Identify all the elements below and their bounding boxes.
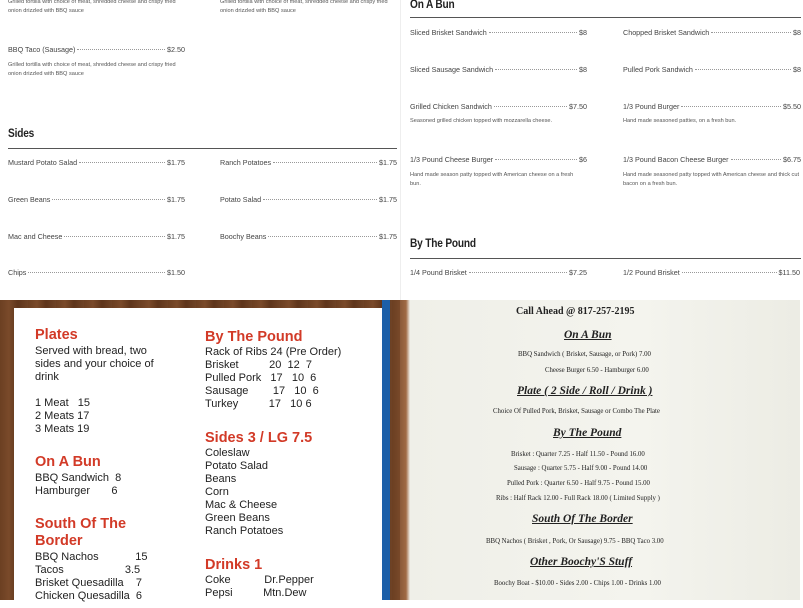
- paper-title-plate: Plate ( 2 Side / Roll / Drink ): [517, 385, 653, 397]
- card-line: Brisket Quesadilla 7: [35, 577, 142, 589]
- menu-item: 1/3 Pound Bacon Cheese Burger $6.75: [623, 155, 801, 164]
- paper-title-south-of-border: South Of The Border: [532, 513, 633, 525]
- card-line: 2 Meats 17: [35, 410, 90, 422]
- card-title-south-of-border: South Of The: [35, 516, 127, 532]
- card-line: Served with bread, two: [35, 345, 147, 357]
- card-line: BBQ Sandwich 8: [35, 472, 122, 484]
- card-line: Rack of Ribs 24 (Pre Order): [205, 346, 342, 358]
- card-line: Potato Salad: [205, 460, 268, 472]
- paper-title-on-a-bun: On A Bun: [564, 329, 612, 341]
- web-menu-sides-panel: [0, 0, 400, 300]
- paper-line: BBQ Sandwich ( Brisket, Sausage, or Pork) 7.00: [518, 351, 651, 358]
- item-description: Hand made seasoned patty topped with American cheese and thick cut bacon on a fresh bun.: [623, 172, 800, 187]
- paper-line: Cheese Burger 6.50 - Hamburger 6.00: [545, 367, 649, 374]
- item-description: Seasoned grilled chicken topped with mozzarella cheese.: [410, 118, 553, 124]
- menu-item: Mustard Potato Salad $1.75: [8, 158, 185, 167]
- card-title-by-the-pound: By The Pound: [205, 329, 303, 345]
- item-description: Grilled tortilla with choice of meat, shredded cheese and crispy fried onion drizzled with BBQ sauce: [220, 0, 388, 14]
- card-line: Pepsi Mtn.Dew: [205, 587, 307, 599]
- paper-title-other-stuff: Other Boochy'S Stuff: [530, 556, 633, 568]
- card-line: Ranch Potatoes: [205, 525, 284, 537]
- section-title-sides: Sides: [8, 128, 35, 140]
- paper-line: Choice Of Pulled Pork, Brisket, Sausage or Combo The Plate: [493, 408, 660, 415]
- card-line: Tacos 3.5: [35, 564, 141, 576]
- card-line: Chicken Quesadilla 6: [35, 590, 143, 602]
- paper-line: Ribs : Half Rack 12.00 - Full Rack 18.00 ( Limited Supply ): [496, 495, 660, 502]
- menu-item: Potato Salad $1.75: [220, 195, 397, 204]
- call-ahead-phone: Call Ahead @ 817-257-2195: [516, 306, 635, 317]
- paper-title-by-the-pound: By The Pound: [553, 427, 622, 439]
- item-description: Grilled tortilla with choice of meat, shredded cheese and crispy fried onion drizzled with BBQ sauce: [8, 0, 176, 14]
- card-line: Mac & Cheese: [205, 499, 278, 511]
- card-line: Brisket 20 12 7: [205, 359, 312, 371]
- card-line: Pulled Pork 17 10 6: [205, 372, 317, 384]
- card-line: Sausage 17 10 6: [205, 385, 319, 397]
- card-title-plates: Plates: [35, 327, 78, 343]
- item-description: Hand made seasoned patties, on a fresh bun.: [623, 118, 737, 124]
- card-line: Hamburger 6: [35, 485, 118, 497]
- card-line: Beans: [205, 473, 237, 485]
- printed-menu-card-photo: [0, 300, 400, 600]
- section-divider: [410, 258, 801, 259]
- paper-line: Pulled Pork : Quarter 6.50 - Half 9.75 - Pound 15.00: [507, 480, 650, 487]
- card-line: BBQ Nachos 15: [35, 551, 148, 563]
- card-line: Turkey 17 10 6: [205, 398, 312, 410]
- menu-item: 1/2 Pound Brisket $11.50: [623, 268, 800, 277]
- card-line: 1 Meat 15: [35, 397, 91, 409]
- menu-item: Green Beans $1.75: [8, 195, 185, 204]
- paper-line: Boochy Boat - $10.00 - Sides 2.00 - Chips 1.00 - Drinks 1.00: [494, 580, 661, 587]
- menu-item: Grilled Chicken Sandwich $7.50: [410, 102, 587, 111]
- menu-item: 1/4 Pound Brisket $7.25: [410, 268, 587, 277]
- menu-item: 1/3 Pound Burger $5.50: [623, 102, 801, 111]
- paper-line: Brisket : Quarter 7.25 - Half 11.50 - Pound 16.00: [511, 451, 645, 458]
- section-title-by-the-pound: By The Pound: [410, 238, 476, 250]
- card-title-on-a-bun: On A Bun: [35, 454, 101, 470]
- paper-line: Sausage : Quarter 5.75 - Half 9.00 - Pound 14.00: [514, 465, 648, 472]
- card-line: Green Beans: [205, 512, 270, 524]
- menu-item: Pulled Pork Sandwich $8: [623, 65, 801, 74]
- section-divider: [410, 17, 801, 18]
- card-title-sides: Sides 3 / LG 7.5: [205, 430, 313, 446]
- menu-item: Mac and Cheese $1.75: [8, 232, 185, 241]
- card-line: Corn: [205, 486, 229, 498]
- menu-item: Sliced Brisket Sandwich $8: [410, 28, 587, 37]
- menu-item: Chips $1.50: [8, 268, 185, 277]
- card-blue-edge: [382, 300, 390, 600]
- card-line: drink: [35, 371, 59, 383]
- card-line: Coleslaw: [205, 447, 250, 459]
- card-title-drinks: Drinks 1: [205, 557, 263, 573]
- card-line: sides and your choice of: [35, 358, 154, 370]
- card-line: 3 Meats 19: [35, 423, 90, 435]
- section-title-on-a-bun: On A Bun: [410, 0, 455, 11]
- paper-menu-photo: [400, 300, 800, 600]
- menu-item: Ranch Potatoes $1.75: [220, 158, 397, 167]
- web-menu-bun-panel: [400, 0, 800, 300]
- menu-item: Chopped Brisket Sandwich $8: [623, 28, 801, 37]
- menu-item: 1/3 Pound Cheese Burger $6: [410, 155, 587, 164]
- item-description: Hand made season patty topped with American cheese on a fresh bun.: [410, 172, 574, 187]
- menu-item: Sliced Sausage Sandwich $8: [410, 65, 587, 74]
- menu-item: Boochy Beans $1.75: [220, 232, 397, 241]
- card-line: Coke Dr.Pepper: [205, 574, 314, 586]
- menu-item: BBQ Taco (Sausage) $2.50: [8, 45, 185, 54]
- card-title-south-of-border: Border: [35, 533, 83, 549]
- paper-line: BBQ Nachos ( Brisket , Pork, Or Sausage) 9.75 - BBQ Taco 3.00: [486, 538, 664, 545]
- item-description: Grilled tortilla with choice of meat, shredded cheese and crispy fried onion drizzled with BBQ sauce: [8, 62, 176, 77]
- section-divider: [8, 148, 397, 149]
